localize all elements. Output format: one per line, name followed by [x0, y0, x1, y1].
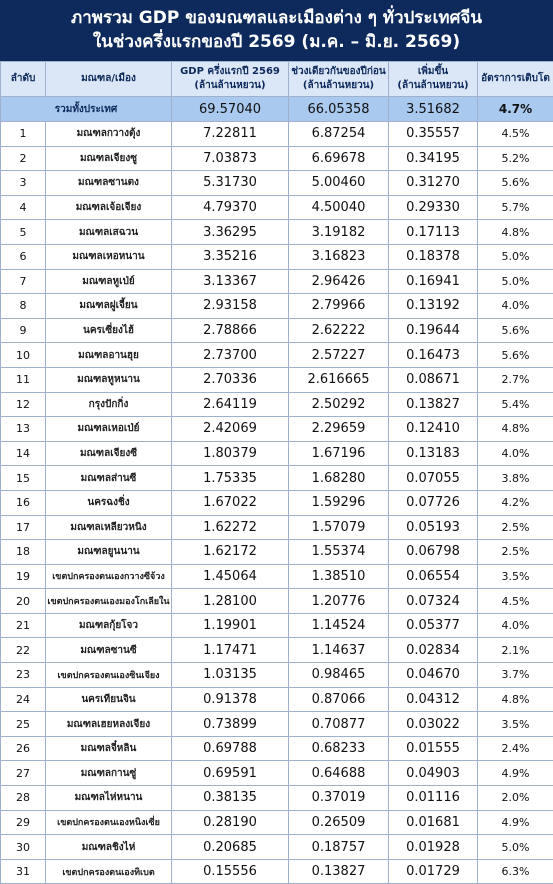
growth-cell: 2.1% — [478, 638, 553, 663]
growth-cell: 4.9% — [478, 761, 553, 786]
gdp-cell: 0.69788 — [172, 736, 289, 761]
name-cell: มณฑลจี๋หลิน — [46, 736, 172, 761]
name-cell: มณฑลชิงไห่ — [46, 835, 172, 860]
growth-cell: 2.0% — [478, 786, 553, 811]
prev-cell: 2.57227 — [289, 343, 389, 368]
gdp-cell: 4.79370 — [172, 195, 289, 220]
name-cell: มณฑลเจียงซู — [46, 146, 172, 171]
increase-cell: 0.05193 — [389, 515, 478, 540]
growth-cell: 4.2% — [478, 490, 553, 515]
table-row — [1, 466, 553, 491]
name-cell: มณฑลส่านซี — [46, 466, 172, 491]
gdp-cell: 1.03135 — [172, 663, 289, 688]
growth-cell: 5.0% — [478, 835, 553, 860]
increase-cell: 0.35557 — [389, 122, 478, 147]
increase-cell: 0.08671 — [389, 367, 478, 392]
growth-cell: 5.7% — [478, 195, 553, 220]
table-row — [1, 515, 553, 540]
growth-cell: 2.5% — [478, 515, 553, 540]
increase-cell: 0.07055 — [389, 466, 478, 491]
gdp-cell: 0.38135 — [172, 786, 289, 811]
prev-cell: 3.16823 — [289, 244, 389, 269]
prev-cell: 1.14524 — [289, 613, 389, 638]
rank-cell: 30 — [1, 835, 46, 860]
total-row — [1, 97, 553, 122]
gdp-cell: 1.62172 — [172, 540, 289, 565]
gdp-cell: 0.20685 — [172, 835, 289, 860]
header-gdp — [172, 62, 289, 97]
table-row — [1, 441, 553, 466]
rank-cell: 24 — [1, 687, 46, 712]
table-row — [1, 392, 553, 417]
rank-cell: 3 — [1, 171, 46, 196]
table-row — [1, 343, 553, 368]
name-cell: เขตปกครองตนเองกวางซีจ้วง — [46, 564, 172, 589]
gdp-cell: 7.03873 — [172, 146, 289, 171]
gdp-cell: 1.75335 — [172, 466, 289, 491]
growth-cell: 5.2% — [478, 146, 553, 171]
gdp-cell: 1.62272 — [172, 515, 289, 540]
prev-cell: 1.14637 — [289, 638, 389, 663]
increase-cell: 0.34195 — [389, 146, 478, 171]
gdp-cell: 5.31730 — [172, 171, 289, 196]
gdp-cell: 0.91378 — [172, 687, 289, 712]
gdp-cell: 1.19901 — [172, 613, 289, 638]
prev-cell: 1.38510 — [289, 564, 389, 589]
header-increase-unit: (ล้านล้านหยวน) — [389, 79, 477, 93]
rank-cell: 15 — [1, 466, 46, 491]
table-row — [1, 663, 553, 688]
increase-cell: 0.12410 — [389, 417, 478, 442]
gdp-cell: 0.15556 — [172, 859, 289, 884]
growth-cell: 4.5% — [478, 122, 553, 147]
table-row — [1, 417, 553, 442]
prev-cell: 6.69678 — [289, 146, 389, 171]
increase-cell: 0.16473 — [389, 343, 478, 368]
growth-cell: 2.4% — [478, 736, 553, 761]
title-line-1: ภาพรวม GDP ของมณฑลและเมืองต่าง ๆ ทั่วประเทศจีน — [0, 6, 553, 30]
growth-cell: 5.4% — [478, 392, 553, 417]
gdp-cell: 1.17471 — [172, 638, 289, 663]
increase-cell: 0.29330 — [389, 195, 478, 220]
rank-cell: 31 — [1, 859, 46, 884]
prev-cell: 1.59296 — [289, 490, 389, 515]
increase-cell: 0.17113 — [389, 220, 478, 245]
rank-cell: 9 — [1, 318, 46, 343]
header-increase — [389, 62, 478, 97]
rank-cell: 1 — [1, 122, 46, 147]
prev-cell: 0.64688 — [289, 761, 389, 786]
growth-cell: 2.5% — [478, 540, 553, 565]
name-cell: มณฑลฝูเจี้ยน — [46, 294, 172, 319]
increase-cell: 0.02834 — [389, 638, 478, 663]
name-cell: มณฑลยูนนาน — [46, 540, 172, 565]
growth-cell: 4.8% — [478, 417, 553, 442]
name-cell: มณฑลเหอเป่ย์ — [46, 417, 172, 442]
prev-cell: 2.50292 — [289, 392, 389, 417]
header-prev-label: ช่วงเดียวกันของปีก่อน — [289, 65, 388, 79]
growth-cell: 5.6% — [478, 318, 553, 343]
growth-cell: 4.0% — [478, 613, 553, 638]
table-row — [1, 613, 553, 638]
table-row — [1, 244, 553, 269]
gdp-cell: 3.35216 — [172, 244, 289, 269]
total-name: รวมทั้งประเทศ — [1, 97, 172, 122]
table-row — [1, 638, 553, 663]
name-cell: นครเทียนจิน — [46, 687, 172, 712]
table-row — [1, 540, 553, 565]
name-cell: มณฑลหูหนาน — [46, 367, 172, 392]
growth-cell: 2.7% — [478, 367, 553, 392]
prev-cell: 2.96426 — [289, 269, 389, 294]
increase-cell: 0.01116 — [389, 786, 478, 811]
table-row — [1, 712, 553, 737]
increase-cell: 0.05377 — [389, 613, 478, 638]
rank-cell: 16 — [1, 490, 46, 515]
prev-cell: 0.68233 — [289, 736, 389, 761]
gdp-cell: 2.93158 — [172, 294, 289, 319]
increase-cell: 0.13192 — [389, 294, 478, 319]
gdp-cell: 0.69591 — [172, 761, 289, 786]
growth-cell: 6.3% — [478, 859, 553, 884]
table-row — [1, 589, 553, 614]
prev-cell: 6.87254 — [289, 122, 389, 147]
rank-cell: 8 — [1, 294, 46, 319]
header-prev-unit: (ล้านล้านหยวน) — [289, 79, 388, 93]
rank-cell: 19 — [1, 564, 46, 589]
prev-cell: 0.13827 — [289, 859, 389, 884]
table-row — [1, 835, 553, 860]
increase-cell: 0.01729 — [389, 859, 478, 884]
table-row — [1, 490, 553, 515]
increase-cell: 0.01928 — [389, 835, 478, 860]
growth-cell: 5.0% — [478, 244, 553, 269]
name-cell: มณฑลไห่หนาน — [46, 786, 172, 811]
gdp-cell: 3.13367 — [172, 269, 289, 294]
name-cell: มณฑลอานฮุย — [46, 343, 172, 368]
growth-cell: 4.0% — [478, 441, 553, 466]
increase-cell: 0.19644 — [389, 318, 478, 343]
rank-cell: 11 — [1, 367, 46, 392]
rank-cell: 6 — [1, 244, 46, 269]
gdp-cell: 2.73700 — [172, 343, 289, 368]
gdp-cell: 2.64119 — [172, 392, 289, 417]
rank-cell: 23 — [1, 663, 46, 688]
increase-cell: 0.13183 — [389, 441, 478, 466]
prev-cell: 2.616665 — [289, 367, 389, 392]
rank-cell: 25 — [1, 712, 46, 737]
table-row — [1, 786, 553, 811]
gdp-cell: 3.36295 — [172, 220, 289, 245]
gdp-cell: 2.70336 — [172, 367, 289, 392]
name-cell: เขตปกครองตนเองซินเจียง — [46, 663, 172, 688]
total-gdp: 69.57040 — [172, 97, 289, 122]
prev-cell: 2.79966 — [289, 294, 389, 319]
table-row — [1, 687, 553, 712]
rank-cell: 21 — [1, 613, 46, 638]
header-name: มณฑล/เมือง — [46, 62, 172, 97]
growth-cell: 5.6% — [478, 171, 553, 196]
name-cell: นครฉงชิ่ง — [46, 490, 172, 515]
increase-cell: 0.04670 — [389, 663, 478, 688]
gdp-cell: 7.22811 — [172, 122, 289, 147]
table-row — [1, 859, 553, 884]
table-row — [1, 146, 553, 171]
prev-cell: 0.18757 — [289, 835, 389, 860]
gdp-cell: 1.28100 — [172, 589, 289, 614]
header-gdp-unit: (ล้านล้านหยวน) — [172, 79, 288, 93]
name-cell: เขตปกครองตนเองทิเบต — [46, 859, 172, 884]
growth-cell: 3.7% — [478, 663, 553, 688]
prev-cell: 4.50040 — [289, 195, 389, 220]
increase-cell: 0.04903 — [389, 761, 478, 786]
name-cell: มณฑลซานซี — [46, 638, 172, 663]
header-increase-label: เพิ่มขึ้น — [389, 65, 477, 79]
name-cell: เขตปกครองตนเองมองโกเลียใน — [46, 589, 172, 614]
prev-cell: 5.00460 — [289, 171, 389, 196]
prev-cell: 0.26509 — [289, 810, 389, 835]
rank-cell: 12 — [1, 392, 46, 417]
header-rank: ลำดับ — [1, 62, 46, 97]
increase-cell: 0.18378 — [389, 244, 478, 269]
name-cell: กรุงปักกิ่ง — [46, 392, 172, 417]
header-growth: อัตราการเติบโต — [478, 62, 553, 97]
growth-cell: 5.6% — [478, 343, 553, 368]
increase-cell: 0.13827 — [389, 392, 478, 417]
name-cell: มณฑลเจียงซี — [46, 441, 172, 466]
name-cell: มณฑลหูเป่ย์ — [46, 269, 172, 294]
increase-cell: 0.16941 — [389, 269, 478, 294]
gdp-table — [0, 61, 553, 884]
name-cell: มณฑลเฮยหลงเจียง — [46, 712, 172, 737]
prev-cell: 3.19182 — [289, 220, 389, 245]
table-row — [1, 367, 553, 392]
total-increase: 3.51682 — [389, 97, 478, 122]
name-cell: มณฑลกานซู่ — [46, 761, 172, 786]
header-gdp-label: GDP ครึ่งแรกปี 2569 — [172, 65, 288, 79]
table-row — [1, 810, 553, 835]
name-cell: เขตปกครองตนเองหนิงเซี่ย — [46, 810, 172, 835]
title-line-2: ในช่วงครึ่งแรกของปี 2569 (ม.ค. – มิ.ย. 2569) — [0, 30, 553, 54]
rank-cell: 20 — [1, 589, 46, 614]
prev-cell: 1.68280 — [289, 466, 389, 491]
prev-cell: 1.20776 — [289, 589, 389, 614]
name-cell: นครเซี่ยงไฮ้ — [46, 318, 172, 343]
prev-cell: 0.37019 — [289, 786, 389, 811]
gdp-cell: 0.28190 — [172, 810, 289, 835]
name-cell: มณฑลซานตง — [46, 171, 172, 196]
growth-cell: 4.9% — [478, 810, 553, 835]
increase-cell: 0.04312 — [389, 687, 478, 712]
name-cell: มณฑลกุ้ยโจว — [46, 613, 172, 638]
table-row — [1, 761, 553, 786]
growth-cell: 5.0% — [478, 269, 553, 294]
prev-cell: 0.98465 — [289, 663, 389, 688]
table-row — [1, 318, 553, 343]
growth-cell: 4.8% — [478, 220, 553, 245]
gdp-cell: 2.78866 — [172, 318, 289, 343]
table-header-row — [1, 62, 553, 97]
title-banner — [0, 0, 553, 61]
growth-cell: 4.8% — [478, 687, 553, 712]
rank-cell: 10 — [1, 343, 46, 368]
gdp-cell: 1.80379 — [172, 441, 289, 466]
prev-cell: 1.67196 — [289, 441, 389, 466]
table-row — [1, 122, 553, 147]
growth-cell: 3.5% — [478, 712, 553, 737]
increase-cell: 0.07324 — [389, 589, 478, 614]
rank-cell: 17 — [1, 515, 46, 540]
name-cell: มณฑลเจ้อเจียง — [46, 195, 172, 220]
growth-cell: 3.8% — [478, 466, 553, 491]
rank-cell: 29 — [1, 810, 46, 835]
gdp-cell: 0.73899 — [172, 712, 289, 737]
growth-cell: 4.5% — [478, 589, 553, 614]
increase-cell: 0.31270 — [389, 171, 478, 196]
rank-cell: 4 — [1, 195, 46, 220]
prev-cell: 1.57079 — [289, 515, 389, 540]
table-row — [1, 171, 553, 196]
rank-cell: 18 — [1, 540, 46, 565]
increase-cell: 0.01681 — [389, 810, 478, 835]
total-prev: 66.05358 — [289, 97, 389, 122]
name-cell: มณฑลเหอหนาน — [46, 244, 172, 269]
prev-cell: 2.62222 — [289, 318, 389, 343]
increase-cell: 0.03022 — [389, 712, 478, 737]
rank-cell: 27 — [1, 761, 46, 786]
prev-cell: 0.87066 — [289, 687, 389, 712]
prev-cell: 2.29659 — [289, 417, 389, 442]
rank-cell: 28 — [1, 786, 46, 811]
rank-cell: 26 — [1, 736, 46, 761]
table-row — [1, 564, 553, 589]
header-prev — [289, 62, 389, 97]
increase-cell: 0.07726 — [389, 490, 478, 515]
gdp-cell: 1.67022 — [172, 490, 289, 515]
rank-cell: 14 — [1, 441, 46, 466]
rank-cell: 5 — [1, 220, 46, 245]
table-body — [1, 97, 553, 884]
rank-cell: 7 — [1, 269, 46, 294]
rank-cell: 13 — [1, 417, 46, 442]
growth-cell: 4.0% — [478, 294, 553, 319]
table-row — [1, 294, 553, 319]
name-cell: มณฑลเหลียวหนิง — [46, 515, 172, 540]
growth-cell: 3.5% — [478, 564, 553, 589]
increase-cell: 0.06798 — [389, 540, 478, 565]
rank-cell: 22 — [1, 638, 46, 663]
prev-cell: 1.55374 — [289, 540, 389, 565]
table-row — [1, 736, 553, 761]
gdp-cell: 2.42069 — [172, 417, 289, 442]
table-row — [1, 220, 553, 245]
increase-cell: 0.01555 — [389, 736, 478, 761]
table-row — [1, 195, 553, 220]
total-growth: 4.7% — [478, 97, 553, 122]
name-cell: มณฑลเสฉวน — [46, 220, 172, 245]
prev-cell: 0.70877 — [289, 712, 389, 737]
increase-cell: 0.06554 — [389, 564, 478, 589]
rank-cell: 2 — [1, 146, 46, 171]
name-cell: มณฑลกวางตุ้ง — [46, 122, 172, 147]
gdp-cell: 1.45064 — [172, 564, 289, 589]
table-row — [1, 269, 553, 294]
